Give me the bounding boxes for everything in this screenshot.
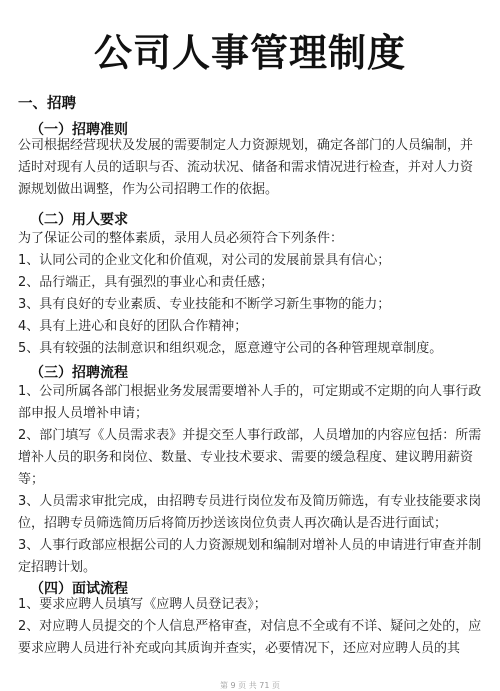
- requirement-item: 3、具有良好的专业素质、专业技能和不断学习新生事物的能力；: [18, 297, 391, 312]
- interview-item: 2、对应聘人员提交的个人信息严格审查，对信息不全或有不详、疑问之处的，应要求应聘人员进行补充或向其质询并查实，必要情况下，还应对应聘人员的其: [18, 619, 482, 656]
- interview-item: 1、要求应聘人员填写《应聘人员登记表》；: [18, 597, 267, 612]
- subsection-heading-interview: （四）面试流程: [30, 581, 128, 597]
- process-item: 1、公司所属各部门根据业务发展需要增补人手的，可定期或不定期的向人事行政部申报人员增补申请；: [18, 384, 482, 421]
- process-item: 3、人员需求审批完成，由招聘专员进行岗位发布及简历筛选，有专业技能要求岗位，招聘专员筛选简历后将简历抄送该岗位负责人再次确认是否进行面试；: [18, 494, 482, 531]
- requirements-intro: 为了保证公司的整体素质，录用人员必须符合下列条件：: [18, 231, 344, 246]
- principles-paragraph: 公司根据经营现状及发展的需要制定人力资源规划，确定各部门的人员编制，并适时对现有人员的适职与否、流动状况、储备和需求情况进行检查，并对人力资源规划做出调整，作为公司招聘工作的依据。: [18, 138, 474, 197]
- page-number-footer: 第 9 页 共 71 页: [220, 681, 280, 690]
- requirement-item: 2、品行端正，具有强烈的事业心和责任感；: [18, 275, 274, 290]
- section-heading-recruitment: 一、招聘: [18, 96, 76, 112]
- process-item: 2、部门填写《人员需求表》并提交至人事行政部，人员增加的内容应包括：所需增补人员的职务和岗位、数量、专业技术要求、需要的缓急程度、建议聘用薪资等；: [18, 428, 482, 487]
- requirement-item: 4、具有上进心和良好的团队合作精神；: [18, 319, 248, 334]
- page-title: 公司人事管理制度: [93, 31, 406, 75]
- process-item: 3、人事行政部应根据公司的人力资源规划和编制对增补人员的申请进行审查并制定招聘计划。: [18, 538, 482, 575]
- requirement-item: 1、认同公司的企业文化和价值观，对公司的发展前景具有信心；: [18, 253, 391, 268]
- subsection-heading-requirements: （二）用人要求: [30, 212, 128, 228]
- subsection-heading-process: （三）招聘流程: [30, 365, 128, 381]
- subsection-heading-principles: （一）招聘准则: [30, 122, 128, 138]
- requirement-item: 5、具有较强的法制意识和组织观念，愿意遵守公司的各种管理规章制度。: [18, 341, 443, 356]
